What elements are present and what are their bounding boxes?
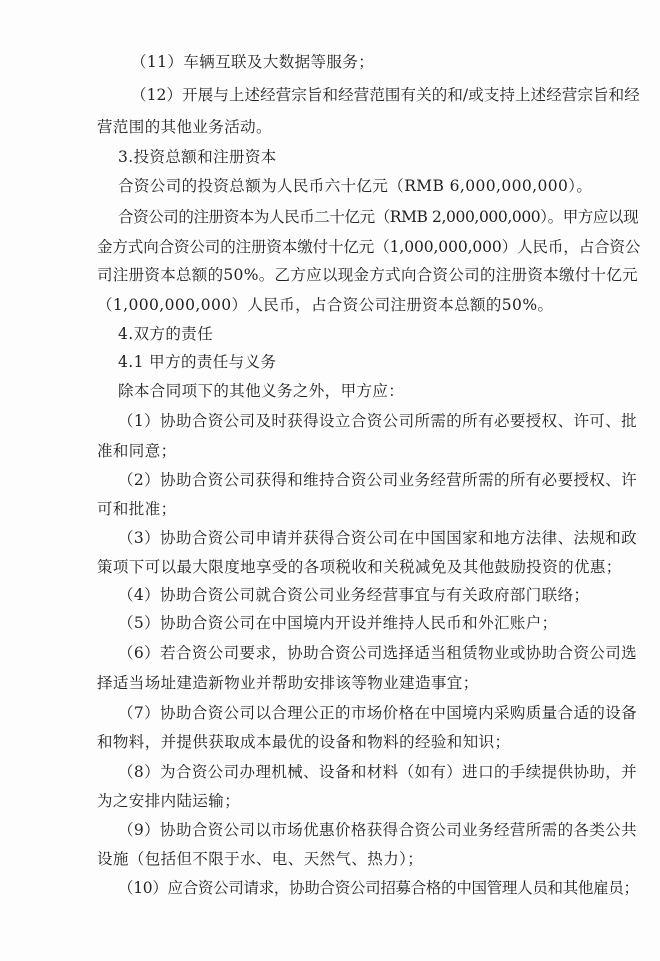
text-line: 金方式向合资公司的注册资本缴付十亿元（1,000,000,000）人民币，占合资公 <box>97 238 641 256</box>
text-line: （8）为合资公司办理机械、设备和材料（如有）进口的手续提供协助，并 <box>118 763 638 781</box>
text-line: （7）协助合资公司以合理公正的市场价格在中国境内采购质量合适的设备 <box>118 704 638 722</box>
text-line: （1）协助合资公司及时获得设立合资公司所需的所有必要授权、许可、批 <box>118 412 638 430</box>
text-line: （10）应合资公司请求，协助合资公司招募合格的中国管理人员和其他雇员； <box>118 879 639 897</box>
section-heading: 3.投资总额和注册资本 <box>118 148 277 166</box>
text-line: 和物料，并提供获取成本最优的设备和物料的经验和知识； <box>97 733 511 751</box>
text-line: 准和同意； <box>97 442 177 460</box>
text-line: 设施（包括但不限于水、电、天然气、热力）； <box>97 850 424 868</box>
text-line: （11）车辆互联及大数据等服务； <box>131 53 375 71</box>
subsection-heading: 4.1 甲方的责任与义务 <box>118 353 277 371</box>
text-line: 除本合同项下的其他义务之外，甲方应： <box>118 382 405 400</box>
text-line: 司注册资本总额的50%。乙方应以现金方式向合资公司的注册资本缴付十亿元 <box>97 266 638 284</box>
text-line: （5）协助合资公司在中国境内开设并维持人民币和外汇账户； <box>118 614 558 632</box>
text-line: 为之安排内陆运输； <box>97 792 241 810</box>
text-line: （4）协助合资公司就合资公司业务经营事宜与有关政府部门联络； <box>118 586 590 604</box>
text-line: （12）开展与上述经营宗旨和经营范围有关的和/或支持上述经营宗旨和经 <box>131 86 640 104</box>
text-line: 合资公司的注册资本为人民币二十亿元（RMB 2,000,000,000）。甲方应以现 <box>118 208 639 226</box>
text-line: （6）若合资公司要求，协助合资公司选择适当租赁物业或协助合资公司选 <box>118 644 638 662</box>
text-line: 策项下可以最大限度地享受的各项税收和关税减免及其他鼓励投资的优惠； <box>97 558 622 576</box>
text-line: 择适当场址建造新物业并帮助安排该等物业建造事宜； <box>97 674 479 692</box>
text-line: （1,000,000,000）人民币，占合资公司注册资本总额的50%。 <box>97 296 554 314</box>
text-line: 合资公司的投资总额为人民币六十亿元（RMB 6,000,000,000）。 <box>118 177 593 195</box>
text-line: 可和批准； <box>97 500 177 518</box>
text-line: （2）协助合资公司获得和维持合资公司业务经营所需的所有必要授权、许 <box>118 471 638 489</box>
section-heading: 4.双方的责任 <box>118 325 214 343</box>
text-line: （9）协助合资公司以市场优惠价格获得合资公司业务经营所需的各类公共 <box>118 821 638 839</box>
text-line: 营范围的其他业务活动。 <box>97 118 272 136</box>
text-line: （3）协助合资公司申请并获得合资公司在中国国家和地方法律、法规和政 <box>118 529 638 547</box>
